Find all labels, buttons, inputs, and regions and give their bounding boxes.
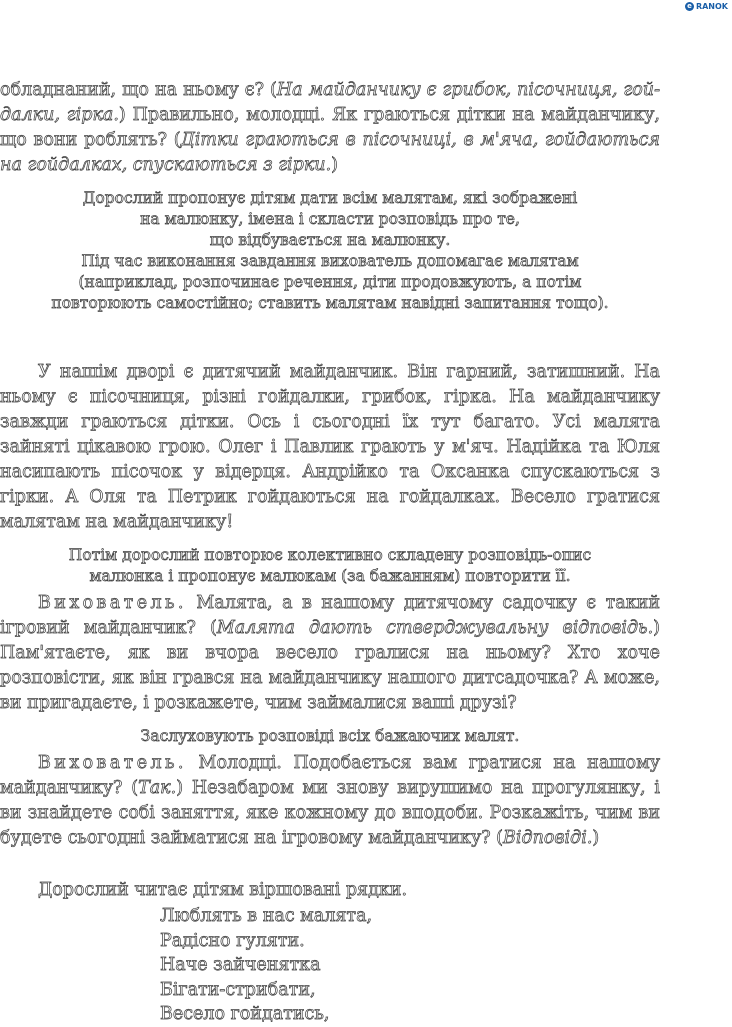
instruction-block-3: Заслуховують розповіді всіх бажаючих малят.	[140, 727, 520, 745]
teacher-paragraph-2	[0, 751, 660, 851]
instruction-line: на малюнку, імена і скласти розповідь про те,	[140, 210, 520, 228]
teacher2-text-3: )	[592, 828, 600, 848]
publisher-logo-text: RANOK	[695, 2, 728, 11]
teacher-paragraph-1	[0, 591, 660, 716]
poem	[160, 904, 372, 1027]
instruction-line: повторюють самостійно; ставить малятам навідні запитання тощо).	[51, 294, 609, 312]
teacher2-text-1: Молодці. Подобається вам гратися на нашому майданчику? (	[0, 753, 660, 798]
story-paragraph: У нашім дворі є дитячий майданчик. Він гарний, затишний. На ньому є пісочниця, різні гойдалки, грибок, гірка. На майданчику завжди граються дітки. Ось і сьогодні їх тут багато. Усі малята зайняті цікавою грою. Олег і Павлик грають у м'яч. Надійка та Юля насипають пісочок у відерця. Андрійко та Оксанка спускаються з гірки. А Оля та Петрик гойдаються на гойдалках. Весело гратися малятам на майданчику!	[0, 362, 660, 532]
instruction-line: малюнка і пропонує малюкам (за бажанням) повторити її.	[89, 567, 571, 585]
poem-intro: Дорослий читає дітям віршовані рядки.	[38, 880, 408, 900]
speaker-label: Вихователь.	[38, 593, 187, 613]
poem-line: Наче зайченятка	[160, 955, 321, 975]
instruction-block-1	[0, 188, 660, 314]
intro-answer-2: Дітки граються в пісочниці, в м'яча, гойдаються на гойдалках, спускаються з гірки.	[0, 130, 660, 175]
speaker-label: Вихователь.	[38, 753, 187, 773]
teacher2-answer-1: Так.	[138, 778, 177, 798]
instruction-line: Під час виконання завдання вихователь допомагає малятам	[81, 252, 579, 270]
intro-text-3: )	[331, 155, 338, 175]
intro-paragraph	[0, 78, 660, 178]
poem-line: Радісно гуляти.	[160, 930, 305, 951]
poem-line: Бігати-стрибати,	[160, 979, 316, 1000]
instruction-line: (наприклад, розпочинає речення, діти продовжують, а потім	[78, 273, 582, 291]
intro-text-2: ) Правильно, молодці. Як граються дітки на майданчику, що вони роблять? (	[0, 105, 660, 150]
poem-line: Люблять в нас малята,	[160, 906, 373, 926]
instruction-line: що відбувається на малюнку.	[209, 231, 451, 249]
instruction-line: Потім дорослий повторює колективно складену розповідь-опис	[68, 546, 592, 564]
intro-answer-1: На майданчику є грибок, пісочниця, гойдалки, гірка.	[0, 80, 660, 125]
teacher1-text-2: ) Пам'ятаєте, як ви вчора весело гралися на ньому? Хто хоче розповісти, як він грався на майданчику нашого дитсадочка? А може, ви пригадаєте, і розкажете, чим займалися ваші друзі?	[0, 618, 660, 713]
poem-line: Весело гойдатись,	[160, 1004, 330, 1024]
intro-text-1: обладнаний, що на ньому є? (	[0, 80, 277, 100]
publisher-logo-mark: e	[685, 2, 694, 11]
instruction-block-2	[0, 545, 660, 587]
teacher1-answer: Малята дають стверджувальну відповідь.	[216, 618, 654, 638]
teacher1-text-1: Малята, а в нашому дитячому садочку є такий ігровий майданчик? (	[0, 593, 660, 638]
teacher2-answer-2: Відповіді.	[503, 828, 593, 848]
teacher2-text-2: ) Незабаром ми знову вирушимо на прогулянку, і ви знайдете собі заняття, яке кожному до вподоби. Розкажіть, чим ви будете сьогодні займатися на ігровому майданчику? (	[0, 778, 660, 848]
publisher-logo	[685, 2, 728, 11]
instruction-line: Дорослий пропонує дітям дати всім малятам, які зображені	[82, 189, 578, 207]
page-body	[0, 78, 660, 851]
